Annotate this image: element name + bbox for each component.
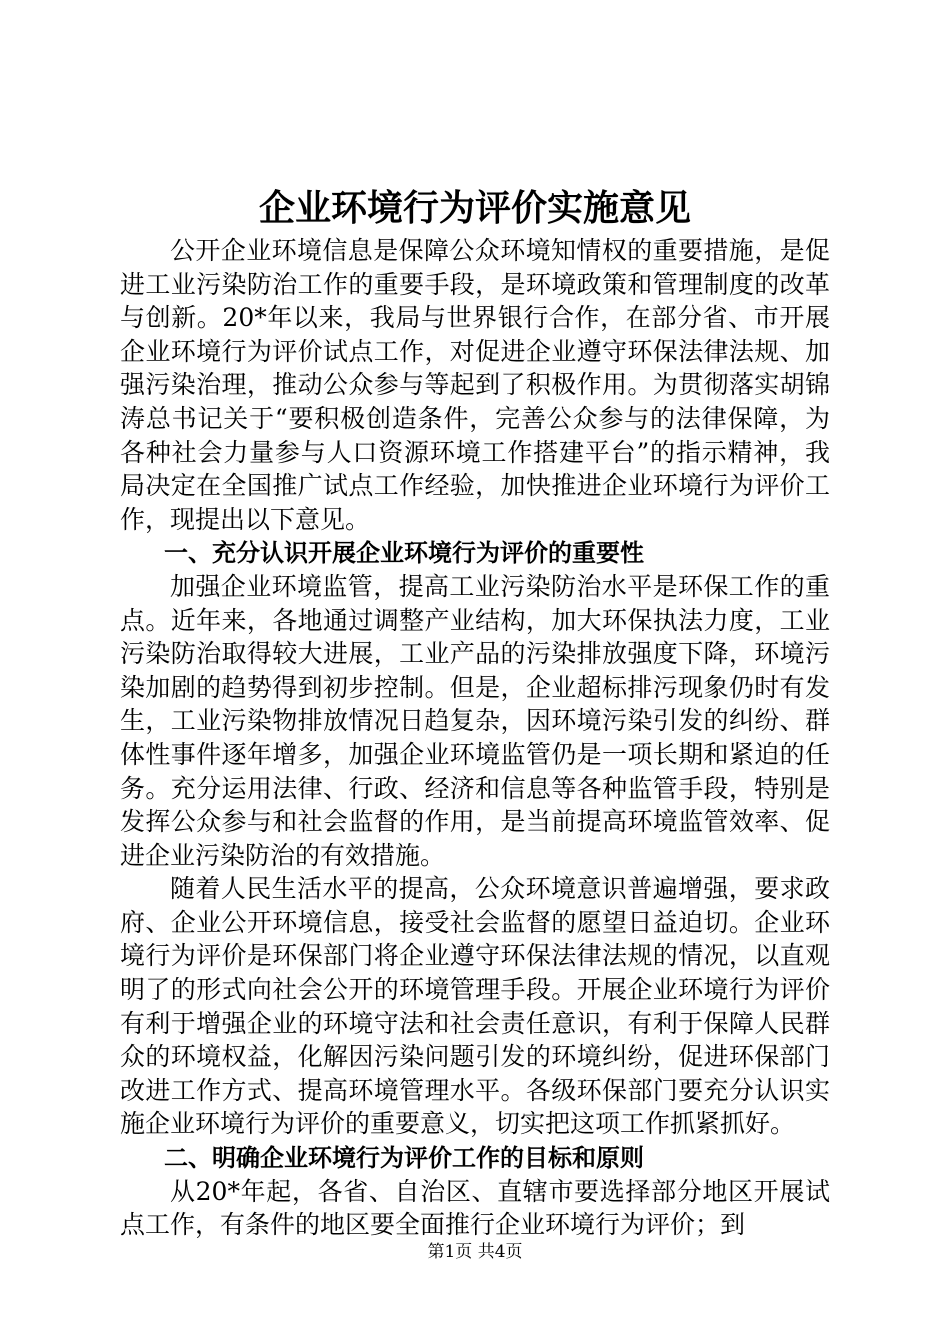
document-body <box>120 234 830 1242</box>
page-footer: 第1页 共4页 <box>427 1242 523 1262</box>
paragraph-section2-a: 从20*年起，各省、自治区、直辖市要选择部分地区开展试点工作，有条件的地区要全面推行企业环境行为评价；到 <box>120 1176 830 1240</box>
paragraph-section1-a: 加强企业环境监管，提高工业污染防治水平是环保工作的重点。近年来，各地通过调整产业结构，加大环保执法力度，工业污染防治取得较大进展，工业产品的污染排放强度下降，环境污染加剧的趋势得到初步控制。但是，企业超标排污现象仍时有发生，工业污染物排放情况日趋复杂，因环境污染引发的纠纷、群体性事件逐年增多，加强企业环境监管仍是一项长期和紧迫的任务。充分运用法律、行政、经济和信息等各种监管手段，特别是发挥公众参与和社会监督的作用，是当前提高环境监管效率、促进企业污染防治的有效措施。 <box>120 571 830 870</box>
paragraph-section1-b: 随着人民生活水平的提高，公众环境意识普遍增强，要求政府、企业公开环境信息，接受社会监督的愿望日益迫切。企业环境行为评价是环保部门将企业遵守环保法律法规的情况，以直观明了的形式向社会公开的环境管理手段。开展企业环境行为评价有利于增强企业的环境守法和社会责任意识，有利于保障人民群众的环境权益，化解因污染问题引发的环境纠纷，促进环保部门改进工作方式、提高环境管理水平。各级环保部门要充分认识实施企业环境行为评价的重要意义，切实把这项工作抓紧抓好。 <box>120 874 830 1139</box>
document-title: 企业环境行为评价实施意见 <box>258 187 691 229</box>
section-heading-2: 二、明确企业环境行为评价工作的目标和原则 <box>164 1143 644 1173</box>
section-heading-1: 一、充分认识开展企业环境行为评价的重要性 <box>164 538 644 568</box>
paragraph-intro: 公开企业环境信息是保障公众环境知情权的重要措施，是促进工业污染防治工作的重要手段，是环境政策和管理制度的改革与创新。20*年以来，我局与世界银行合作，在部分省、市开展企业环境行为评价试点工作，对促进企业遵守环保法律法规、加强污染治理，推动公众参与等起到了积极作用。为贯彻落实胡锦涛总书记关于“要积极创造条件，完善公众参与的法律保障，为各种社会力量参与人口资源环境工作搭建平台”的指示精神，我局决定在全国推广试点工作经验，加快推进企业环境行为评价工作，现提出以下意见。 <box>120 236 830 534</box>
